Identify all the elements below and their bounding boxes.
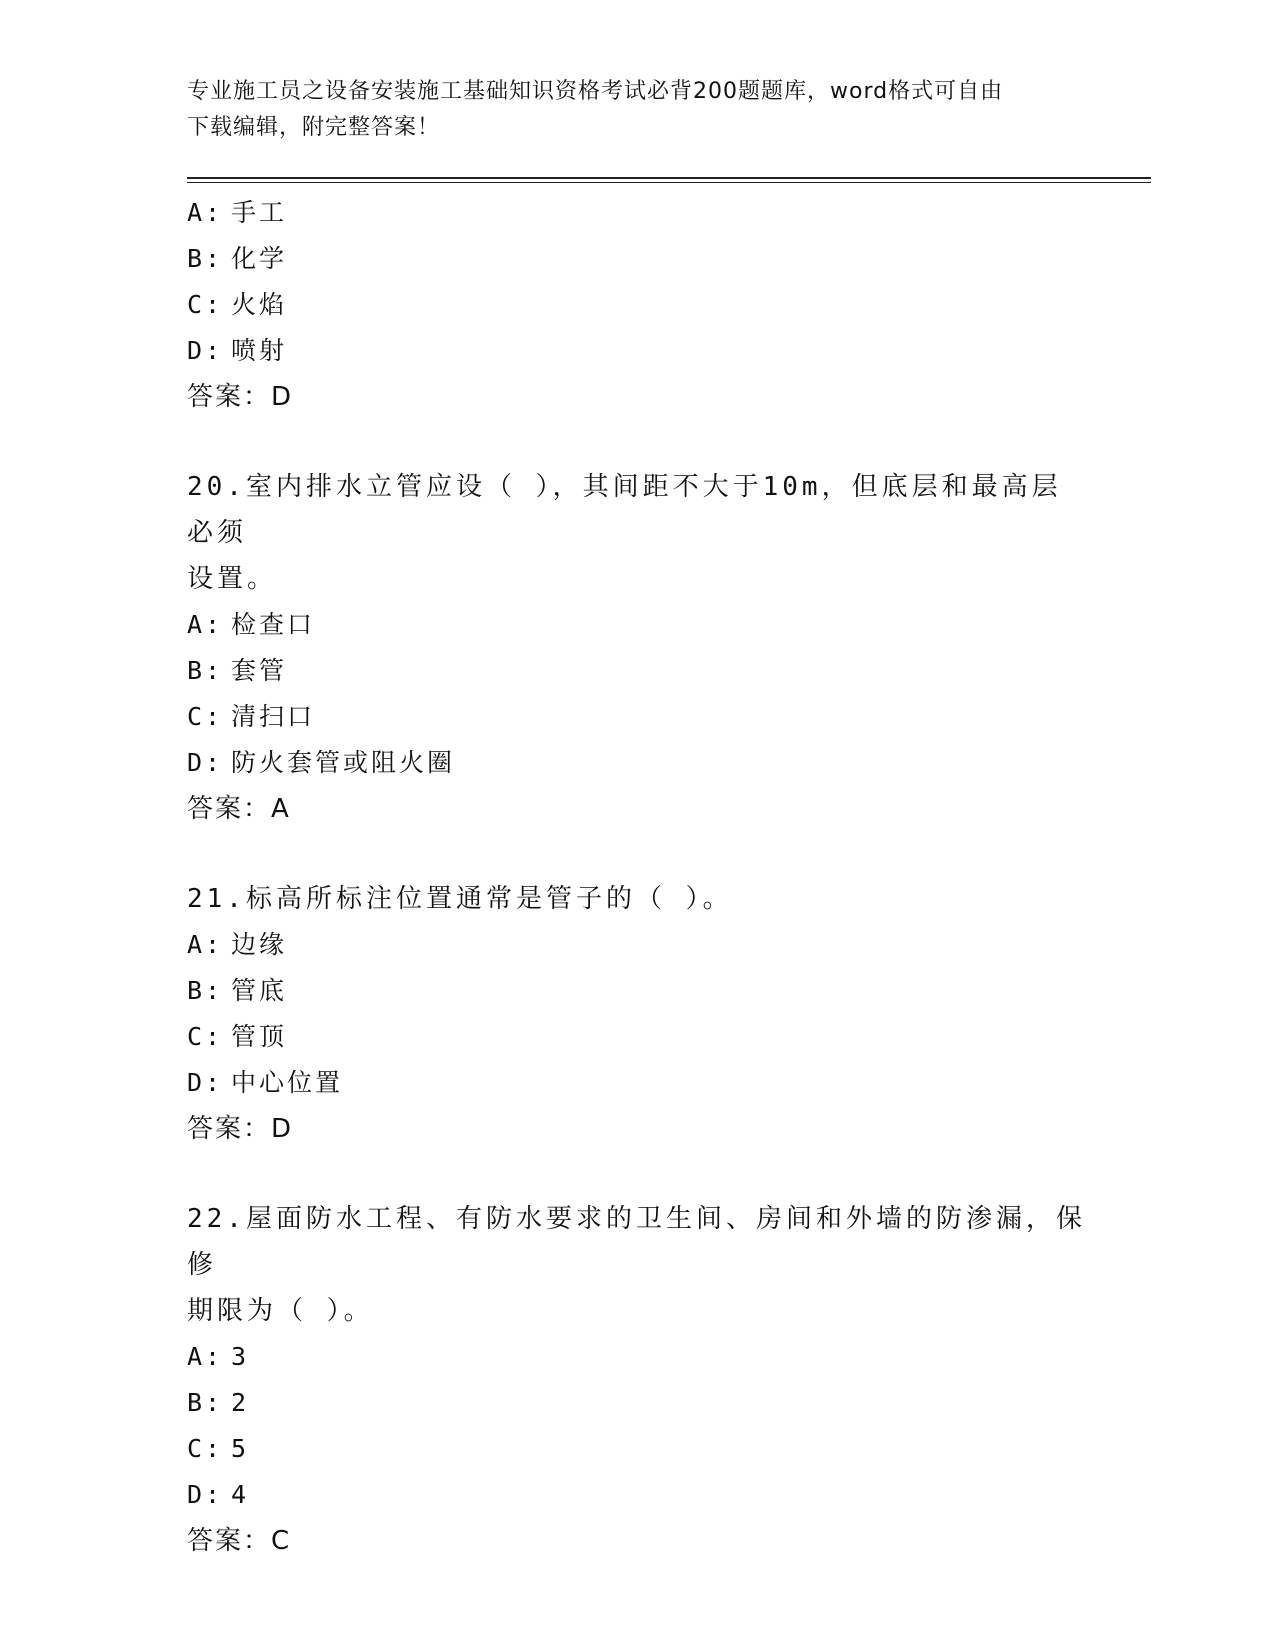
option-text: 防火套管或阻火圈 xyxy=(231,748,456,777)
option-a xyxy=(187,190,1087,236)
option-text: 检查口 xyxy=(231,610,316,639)
option-d xyxy=(187,740,1087,786)
question-19-continued xyxy=(187,190,1087,420)
option-key: B: xyxy=(187,656,224,685)
option-a xyxy=(187,1334,1087,1380)
option-key: B: xyxy=(187,976,224,1005)
option-key: B: xyxy=(187,244,224,273)
option-key: A: xyxy=(187,610,224,639)
question-list xyxy=(187,190,1087,1564)
option-a xyxy=(187,602,1087,648)
option-text: 中心位置 xyxy=(231,1068,344,1097)
header-title-line1: 专业施工员之设备安装施工基础知识资格考试必背200题题库，word格式可自由 xyxy=(187,79,1004,104)
option-b xyxy=(187,648,1087,694)
option-key: D: xyxy=(187,336,224,365)
option-key: D: xyxy=(187,748,224,777)
option-text: 管顶 xyxy=(231,1022,288,1051)
question-20 xyxy=(187,464,1087,832)
option-key: D: xyxy=(187,1068,224,1097)
question-stem-line1: 20.室内排水立管应设（ ），其间距不大于10m，但底层和最高层必须 xyxy=(187,472,1062,548)
option-key: B: xyxy=(187,1388,224,1417)
option-key: C: xyxy=(187,1434,224,1463)
document-header xyxy=(187,74,1067,146)
answer-line: 答案：A xyxy=(187,794,291,824)
option-d xyxy=(187,1472,1087,1518)
answer-line: 答案：D xyxy=(187,382,294,412)
option-text: 5 xyxy=(231,1434,250,1463)
option-b xyxy=(187,236,1087,282)
spacer xyxy=(187,832,1087,876)
question-stem xyxy=(187,464,1087,602)
option-text: 套管 xyxy=(231,656,288,685)
option-c xyxy=(187,694,1087,740)
question-21 xyxy=(187,876,1087,1152)
option-text: 管底 xyxy=(231,976,288,1005)
option-text: 化学 xyxy=(231,244,288,273)
option-key: C: xyxy=(187,702,224,731)
question-22 xyxy=(187,1196,1087,1564)
header-rule-thick xyxy=(187,177,1151,179)
header-title-line2: 下载编辑，附完整答案！ xyxy=(187,115,441,140)
option-text: 清扫口 xyxy=(231,702,316,731)
option-text: 3 xyxy=(231,1342,250,1371)
option-text: 喷射 xyxy=(231,336,288,365)
answer-line: 答案：D xyxy=(187,1114,294,1144)
option-c xyxy=(187,1426,1087,1472)
option-text: 火焰 xyxy=(231,290,288,319)
option-text: 边缘 xyxy=(231,930,288,959)
option-key: D: xyxy=(187,1480,224,1509)
option-a xyxy=(187,922,1087,968)
option-text: 手工 xyxy=(231,198,288,227)
option-text: 4 xyxy=(231,1480,250,1509)
option-d xyxy=(187,328,1087,374)
option-d xyxy=(187,1060,1087,1106)
option-b xyxy=(187,1380,1087,1426)
option-text: 2 xyxy=(231,1388,250,1417)
option-key: A: xyxy=(187,930,224,959)
question-stem-line1: 21.标高所标注位置通常是管子的（ ）。 xyxy=(187,884,733,914)
header-rule-thin xyxy=(187,182,1151,183)
option-key: A: xyxy=(187,1342,224,1371)
spacer xyxy=(187,420,1087,464)
option-b xyxy=(187,968,1087,1014)
option-key: C: xyxy=(187,290,224,319)
question-stem-line2: 期限为（ ）。 xyxy=(187,1296,374,1326)
option-key: A: xyxy=(187,198,224,227)
option-c xyxy=(187,1014,1087,1060)
spacer xyxy=(187,1152,1087,1196)
option-key: C: xyxy=(187,1022,224,1051)
question-stem xyxy=(187,1196,1087,1334)
option-c xyxy=(187,282,1087,328)
question-stem xyxy=(187,876,1087,922)
question-stem-line1: 22.屋面防水工程、有防水要求的卫生间、房间和外墙的防渗漏，保修 xyxy=(187,1204,1086,1280)
answer-line: 答案：C xyxy=(187,1526,292,1556)
question-stem-line2: 设置。 xyxy=(187,564,278,594)
